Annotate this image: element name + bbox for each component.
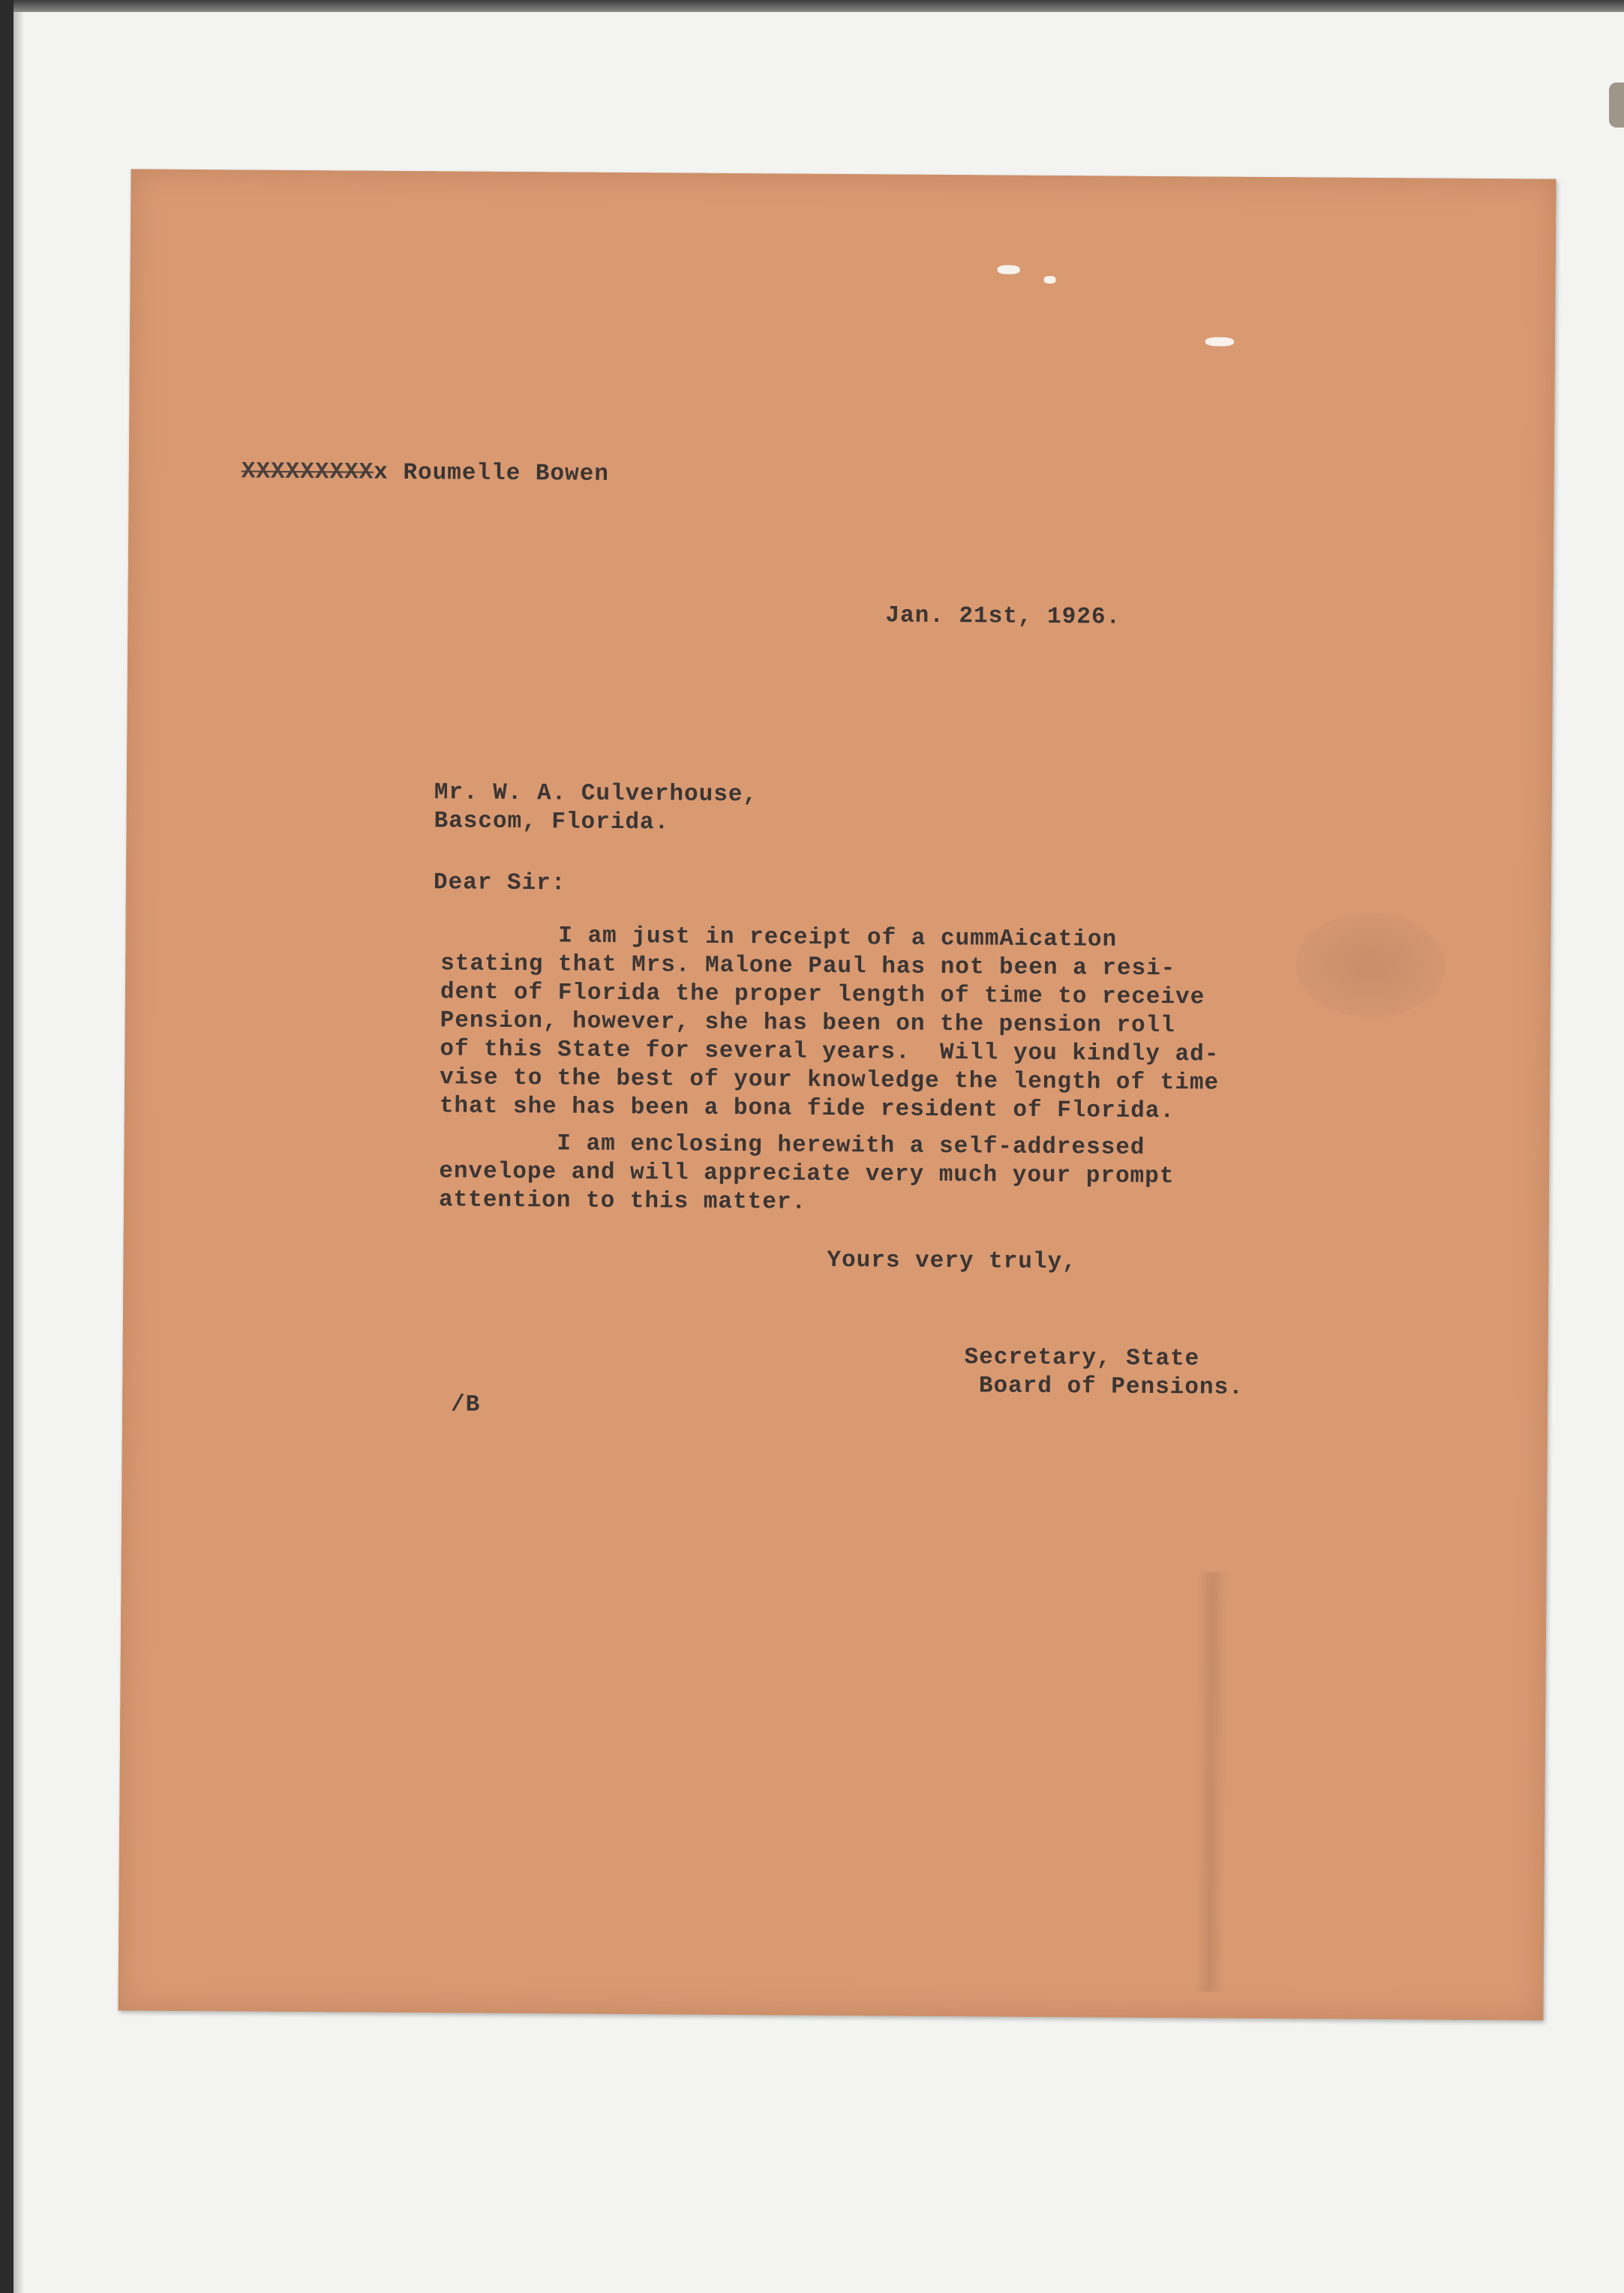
body-line: of this State for several years. Will you kindly ad- — [440, 1036, 1220, 1068]
file-header-name: x Roumelle Bowen — [374, 459, 609, 488]
letter-sheet — [118, 169, 1556, 2020]
letter-date: Jan. 21st, 1926. — [885, 602, 1121, 631]
file-header — [242, 458, 609, 488]
letter-closing: Yours very truly, — [827, 1247, 1077, 1276]
body-line: attention to this matter. — [438, 1187, 807, 1216]
signature-line: Secretary, State — [964, 1344, 1200, 1373]
paper-crease — [1195, 1571, 1228, 1991]
signature-line: Board of Pensions. — [964, 1373, 1244, 1401]
body-line: I am just in receipt of a cummAication — [440, 922, 1118, 953]
typist-initials: /B — [450, 1391, 481, 1418]
body-line: that she has been a bona fide resident of Florida. — [439, 1093, 1175, 1125]
addressee-line: Bascom, Florida. — [434, 808, 670, 836]
paper-damage-spot — [1044, 276, 1056, 284]
body-paragraph-2 — [439, 1129, 1175, 1220]
body-paragraph-1 — [440, 921, 1220, 1126]
body-line: envelope and will appreciate very much your prompt — [439, 1158, 1175, 1190]
scanner-left-edge — [0, 0, 14, 2293]
scanner-top-edge — [0, 0, 1624, 12]
body-line: Pension, however, she has been on the pension roll — [440, 1007, 1175, 1040]
salutation: Dear Sir: — [433, 869, 566, 897]
page-corner-mark — [1609, 83, 1624, 128]
body-line: dent of Florida the proper length of time to receive — [440, 979, 1205, 1011]
body-line: stating that Mrs. Malone Paul has not been a resi- — [440, 950, 1176, 983]
signature-block — [964, 1343, 1244, 1403]
struck-out-text: XXXXXXXXX — [241, 458, 374, 486]
body-line: vise to the best of your knowledge the length of time — [440, 1064, 1220, 1097]
addressee-block — [434, 779, 758, 838]
scanner-shadow — [14, 12, 24, 2293]
addressee-line: Mr. W. A. Culverhouse, — [434, 779, 758, 809]
body-line: I am enclosing herewith a self-addressed — [439, 1130, 1145, 1161]
paper-damage-spot — [998, 265, 1020, 274]
paper-smudge — [1295, 912, 1446, 1018]
paper-damage-spot — [1205, 337, 1234, 346]
